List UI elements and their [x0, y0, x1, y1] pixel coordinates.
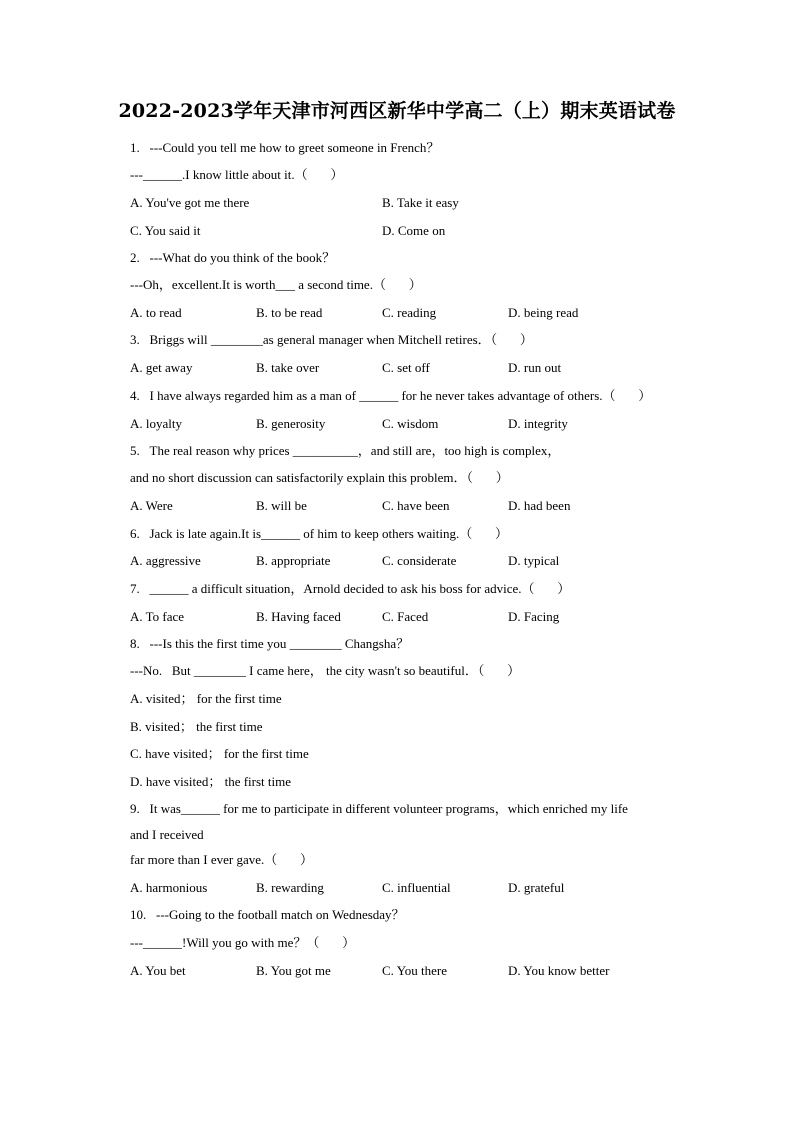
question-6-option-c: C. considerate	[382, 553, 457, 568]
question-4-option-d: D. integrity	[508, 416, 568, 431]
question-5-option-c: C. have been	[382, 498, 450, 513]
question-4-option-a: A. loyalty	[130, 416, 182, 431]
question-9-stem-continued: and I received	[130, 827, 204, 842]
question-8-option-c: C. have visited； for the first time	[130, 746, 309, 761]
question-1-option-b: B. Take it easy	[382, 195, 459, 210]
question-2-stem: 2. ---What do you think of the book？	[130, 250, 336, 265]
question-5-option-d: D. had been	[508, 498, 571, 513]
question-3-stem: 3. Briggs will ________as general manager when Mitchell retires．（ ）	[130, 332, 533, 347]
question-1-option-d: D. Come on	[382, 223, 446, 238]
question-7-stem: 7. ______ a difficult situation，Arnold decided to ask his boss for advice.（ ）	[130, 581, 571, 596]
question-1-answer-line: ---______.I know little about it.（ ）	[130, 167, 344, 182]
question-3-option-a: A. get away	[130, 360, 193, 375]
question-8-stem: 8. ---Is this the first time you ________ Changsha？	[130, 636, 410, 651]
question-8-answer-line: ---No. But ________ I came here， the city wasn't so beautiful．（ ）	[130, 663, 521, 678]
question-2-answer-line: ---Oh，excellent.It is worth___ a second time.（ ）	[130, 277, 422, 292]
question-9-option-d: D. grateful	[508, 880, 565, 895]
question-5-option-a: A. Were	[130, 498, 173, 513]
question-7-option-a: A. To face	[130, 609, 185, 624]
question-3-option-d: D. run out	[508, 360, 562, 375]
question-2-option-a: A. to read	[130, 305, 182, 320]
question-1-stem: 1. ---Could you tell me how to greet someone in French？	[130, 140, 440, 155]
question-7-option-c: C. Faced	[382, 609, 429, 624]
page-title: 2022-2023学年天津市河西区新华中学高二（上）期末英语试卷	[118, 100, 676, 122]
question-6-option-a: A. aggressive	[130, 553, 201, 568]
question-5-stem-continued: and no short discussion can satisfactorily explain this problem．（ ）	[130, 470, 509, 485]
question-2-option-b: B. to be read	[256, 305, 323, 320]
question-10-option-b: B. You got me	[256, 963, 331, 978]
question-9-option-a: A. harmonious	[130, 880, 208, 895]
question-1-option-a: A. You've got me there	[130, 195, 250, 210]
question-7-option-b: B. Having faced	[256, 609, 341, 624]
question-3-option-b: B. take over	[256, 360, 320, 375]
question-8-option-a: A. visited； for the first time	[130, 691, 282, 706]
question-10-option-a: A. You bet	[130, 963, 186, 978]
question-4-stem: 4. I have always regarded him as a man of ______ for he never takes advantage of others.（ ）	[130, 388, 652, 403]
question-10-stem: 10. ---Going to the football match on Wednesday？	[130, 907, 405, 922]
question-7-option-d: D. Facing	[508, 609, 560, 624]
question-8-option-d: D. have visited； the first time	[130, 774, 292, 789]
question-9-option-b: B. rewarding	[256, 880, 324, 895]
question-10-option-c: C. You there	[382, 963, 448, 978]
question-9-option-c: C. influential	[382, 880, 451, 895]
question-2-option-d: D. being read	[508, 305, 579, 320]
question-6-option-b: B. appropriate	[256, 553, 331, 568]
question-8-option-b: B. visited； the first time	[130, 719, 263, 734]
question-10-option-d: D. You know better	[508, 963, 610, 978]
question-5-stem: 5. The real reason why prices __________，and still are，too high is complex，	[130, 443, 561, 458]
question-3-option-c: C. set off	[382, 360, 430, 375]
question-9-stem-continued-2: far more than I ever gave.（ ）	[130, 852, 314, 867]
question-6-stem: 6. Jack is late again.It is______ of him to keep others waiting.（ ）	[130, 526, 509, 541]
question-4-option-b: B. generosity	[256, 416, 326, 431]
question-2-option-c: C. reading	[382, 305, 437, 320]
question-4-option-c: C. wisdom	[382, 416, 439, 431]
question-5-option-b: B. will be	[256, 498, 307, 513]
question-9-stem: 9. It was______ for me to participate in different volunteer programs，which enriched my life	[130, 801, 628, 816]
question-1-option-c: C. You said it	[130, 223, 201, 238]
question-10-answer-line: ---______!Will you go with me？（ ）	[130, 935, 356, 950]
question-6-option-d: D. typical	[508, 553, 560, 568]
